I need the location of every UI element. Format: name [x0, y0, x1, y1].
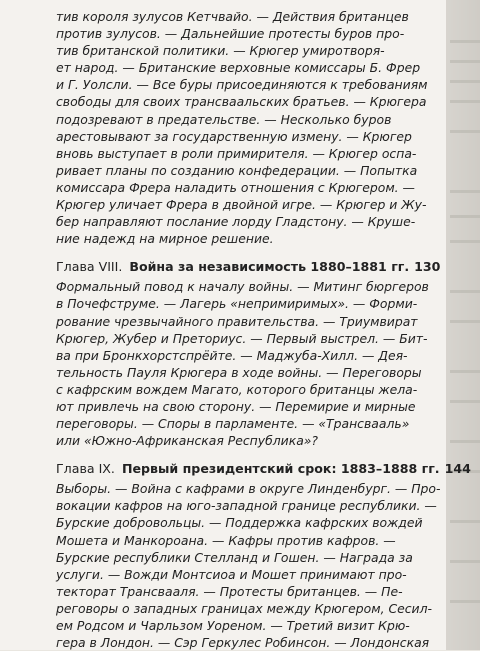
summary-line: рование чрезвычайного правительства. — Триумвират: [56, 313, 418, 329]
summary-line: тельность Пауля Крюгера в ходе войны. — Переговоры: [56, 364, 422, 380]
summary-line: ет народ. — Британские верховные комиссары Б. Фрер: [56, 60, 421, 76]
summary-line: или «Южно-Африканская Республика»?: [56, 433, 319, 449]
table-of-contents: [56, 8, 471, 651]
page-number: 130: [414, 259, 441, 275]
summary-line: Формальный повод к началу войны. — Митинг бюргеров: [56, 279, 429, 295]
summary-line: свободы для своих трансваальских братьев. — Крюгера: [56, 94, 427, 110]
summary-line: ва при Бронкхорстспрёйте. — Маджуба-Хилл. — Дея-: [56, 347, 408, 363]
summary-line: Крюгер уличает Фрера в двойной игре. — Крюгер и Жу-: [56, 197, 427, 213]
summary-line: Выборы. — Война с кафрами в округе Линденбург. — Про-: [56, 481, 441, 497]
chapter-title: Война за независимость 1880–1881 гг.: [129, 259, 410, 275]
summary-line: переговоры. — Споры в парламенте. — «Трансвааль»: [56, 416, 410, 432]
summary-line: и Г. Уолсли. — Все буры присоединяются к требованиям: [56, 77, 428, 93]
summary-line: ние надежд на мирное решение.: [56, 231, 274, 247]
chapter-summary-viii: [56, 278, 436, 449]
summary-line: арестовывают за государственную измену. — Крюгер: [56, 128, 412, 144]
summary-line: бер направляют послание лорду Гладстону. — Круше-: [56, 214, 416, 230]
summary-line: комиссара Фрера наладить отношения с Крюгером. —: [56, 179, 415, 195]
summary-line: тив короля зулусов Кетчвайо. — Действия британцев: [56, 9, 409, 24]
summary-line: ривает планы по созданию конфедерации. — Попытка: [56, 162, 418, 178]
summary-line: услуги. — Вожди Монтсиоа и Мошет принимают про-: [56, 566, 407, 582]
summary-line: Крюгер, Жубер и Преториус. — Первый выстрел. — Бит-: [56, 330, 428, 346]
chapter-heading-viii: [56, 258, 441, 275]
page-number: 144: [444, 461, 471, 477]
chapter-number: Глава VIII.: [56, 259, 123, 275]
chapter-summary-continued: [56, 8, 436, 247]
summary-line: Бурские республики Стелланд и Гошен. — Награда за: [56, 549, 413, 565]
summary-line: гера в Лондон. — Сэр Геркулес Робинсон. — Лондонская: [56, 635, 430, 651]
summary-line: вокации кафров на юго-западной границе республики. —: [56, 498, 437, 514]
chapter-heading-ix: [56, 460, 471, 477]
summary-line: ют привлечь на свою сторону. — Перемирие и мирные: [56, 398, 416, 414]
chapter-title: Первый президентский срок: 1883–1888 гг.: [121, 461, 440, 477]
summary-line: реговоры о западных границах между Крюгером, Сесил-: [56, 600, 432, 616]
summary-line: тив британской политики. — Крюгер умиротворя-: [56, 43, 385, 59]
summary-line: вновь выступает в роли примирителя. — Крюгер оспа-: [56, 145, 417, 161]
facing-page-edge: [444, 0, 480, 650]
summary-line: Мошета и Манкороана. — Кафры против кафров. —: [56, 532, 396, 548]
summary-line: против зулусов. — Дальнейшие протесты буров про-: [56, 26, 405, 42]
summary-line: ем Родсом и Чарльзом Уореном. — Третий визит Крю-: [56, 618, 410, 633]
summary-line: с кафрским вождем Магато, которого британцы желa-: [56, 381, 418, 397]
chapter-summary-ix: [56, 480, 441, 651]
chapter-number: Глава IX.: [56, 461, 115, 477]
summary-line: текторат Трансвааля. — Протесты британцев. — Пе-: [56, 583, 403, 599]
summary-line: в Почефструме. — Лагерь «непримиримых». — Форми-: [56, 296, 418, 312]
summary-line: подозревают в предательстве. — Несколько буров: [56, 111, 392, 127]
summary-line: Бурские добровольцы. — Поддержка кафрских вождей: [56, 515, 423, 531]
